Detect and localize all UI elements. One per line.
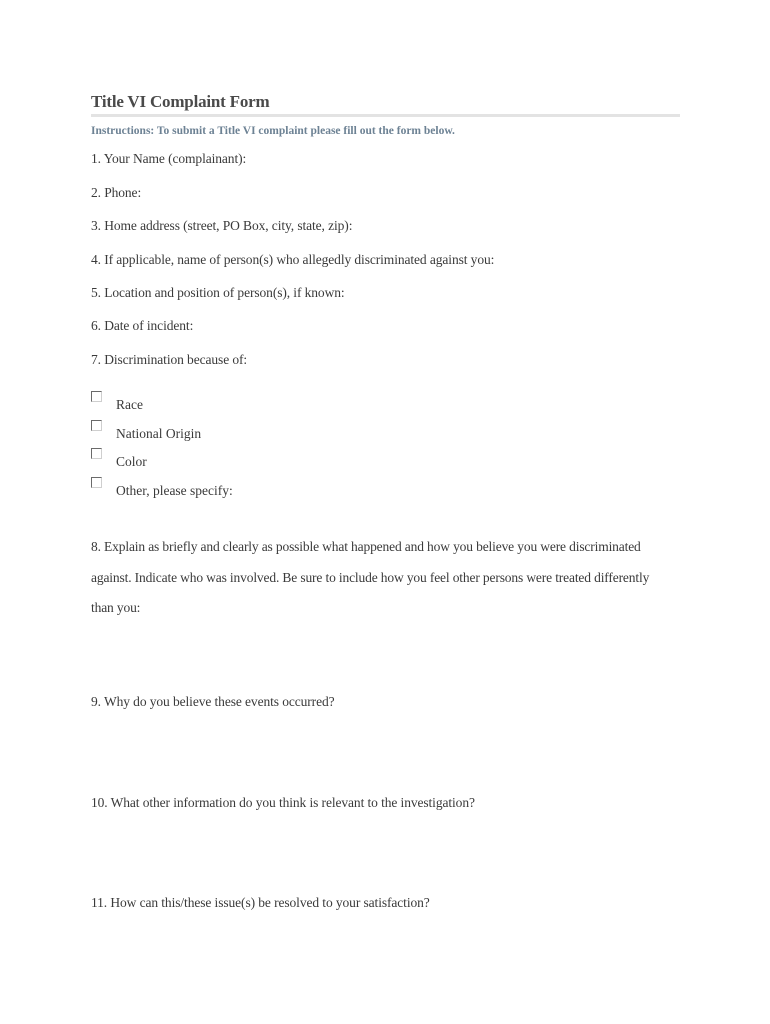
question-other-information: 10. What other information do you think is relevant to the investigation? bbox=[91, 795, 475, 810]
national-origin-checkbox[interactable] bbox=[91, 420, 102, 431]
question-location-position: 5. Location and position of person(s), if known: bbox=[91, 285, 345, 300]
question-person-name: 4. If applicable, name of person(s) who allegedly discriminated against you: bbox=[91, 252, 495, 267]
page-title: Title VI Complaint Form bbox=[91, 92, 270, 111]
form-instructions: Instructions: To submit a Title VI complaint please fill out the form below. bbox=[91, 125, 455, 137]
question-date-of-incident: 6. Date of incident: bbox=[91, 318, 194, 333]
other-label: Other, please specify: bbox=[116, 483, 233, 498]
color-label: Color bbox=[116, 454, 147, 469]
question-explain-line-3: than you: bbox=[91, 600, 141, 615]
race-label: Race bbox=[116, 397, 143, 412]
question-why-occurred: 9. Why do you believe these events occurred? bbox=[91, 694, 335, 709]
question-phone: 2. Phone: bbox=[91, 185, 142, 200]
question-explain-line-2: against. Indicate who was involved. Be sure to include how you feel other persons were treated differently bbox=[91, 569, 650, 585]
question-discrimination-basis: 7. Discrimination because of: bbox=[91, 352, 248, 367]
complaint-form-page bbox=[91, 0, 681, 1024]
title-divider bbox=[91, 114, 680, 117]
color-checkbox[interactable] bbox=[91, 448, 102, 459]
national-origin-label: National Origin bbox=[116, 426, 202, 441]
question-explain-incident bbox=[91, 532, 683, 624]
question-home-address: 3. Home address (street, PO Box, city, state, zip): bbox=[91, 218, 353, 233]
question-complainant-name: 1. Your Name (complainant): bbox=[91, 151, 247, 166]
question-explain-line-1: 8. Explain as briefly and clearly as possible what happened and how you believe you were discriminated bbox=[91, 539, 641, 554]
other-checkbox[interactable] bbox=[91, 477, 102, 488]
race-checkbox[interactable] bbox=[91, 391, 102, 402]
question-resolution: 11. How can this/these issue(s) be resolved to your satisfaction? bbox=[91, 895, 430, 910]
